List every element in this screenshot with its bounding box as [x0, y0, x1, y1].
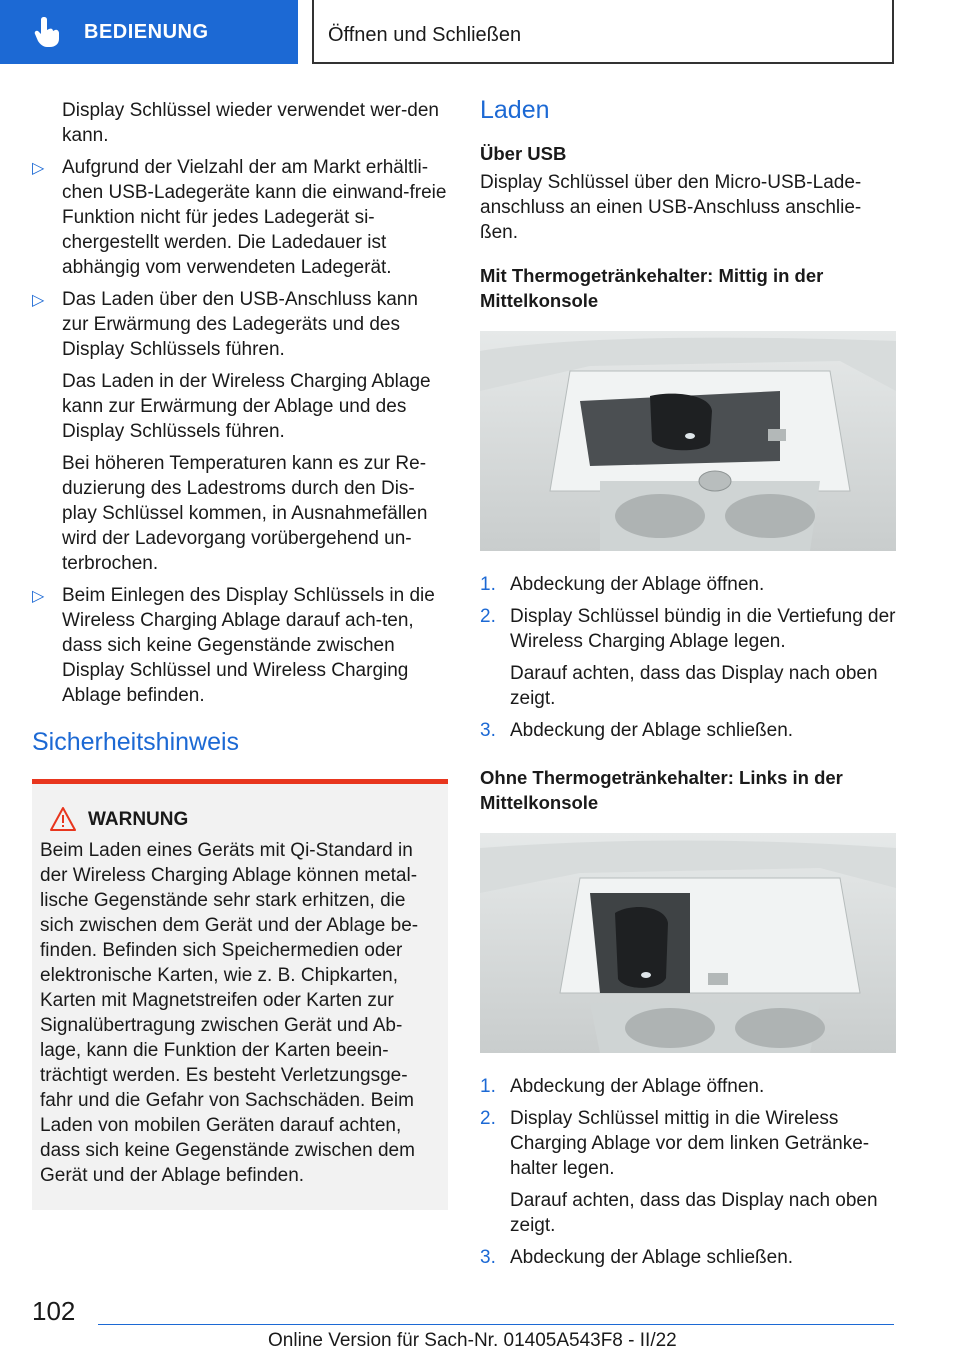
list-item [480, 604, 896, 654]
bullet-text: Beim Einlegen des Display Schlüssels in die Wireless Charging Ablage darauf ach-ten, dass sich keine Gegenstände zwischen Display Schlüssel und Wireless Charging Ablage befinden. [62, 585, 435, 706]
list-item [480, 1106, 896, 1181]
list-item [32, 287, 448, 362]
list-item [480, 718, 896, 743]
steps-list-a [480, 572, 896, 743]
sub-paragraph: Das Laden in der Wireless Charging Ablage kann zur Erwärmung der Ablage und des Display Schlüssels führen. [62, 371, 431, 442]
footer-rule [98, 1324, 894, 1325]
list-item [480, 1074, 896, 1099]
triangle-bullet-icon: ▷ [32, 160, 45, 177]
left-column [32, 98, 448, 1210]
console-photo-left [480, 833, 896, 1053]
step-text: Abdeckung der Ablage schließen. [510, 720, 794, 741]
warning-triangle-icon [50, 806, 76, 832]
list-item [32, 583, 448, 708]
steps-list-b [480, 1074, 896, 1270]
step-text: Display Schlüssel mittig in die Wireless Charging Ablage vor dem linken Getränke-halter legen. [510, 1108, 870, 1179]
step-note: Darauf achten, dass das Display nach oben zeigt. [510, 1190, 878, 1236]
step-number: 3. [480, 1247, 496, 1268]
sub-paragraph: Bei höheren Temperaturen kann es zur Re-duzierung des Ladestroms durch den Dis-play Schlüssel kommen, in Ausnahmefällen wird der Ladevorgang vorübergehend un-terbrochen. [62, 453, 428, 574]
step-number: 3. [480, 720, 496, 741]
subheading: Ohne Thermogetränkehalter: Links in der Mittelkonsole [480, 767, 843, 813]
right-column [480, 98, 896, 1270]
footer-text: Online Version für Sach-Nr. 01405A543F8 - II/22 [268, 1330, 677, 1351]
warning-text: Beim Laden eines Geräts mit Qi-Standard in der Wireless Charging Ablage können metal-lische Gegenstände sehr stark erhitzen, die sich zwischen dem Gerät und der Ablage be-finden. Befinden sich Speichermedien oder elektronische Karten, wie z. B. Chipkarten, Karten mit Magnetstreifen oder Karten zur Signalübertragung zwischen Gerät und Ab-lage, kann die Funktion der Karten beein-trächtigt werden. Es besteht Verletzungsge-fahr und die Gefahr von Sachschäden. Beim Laden von mobilen Geräten darauf achten, dass sich keine Gegenstände zwischen dem Gerät und der Ablage befinden. [40, 840, 419, 1186]
step-number: 2. [480, 1108, 496, 1129]
step-text: Abdeckung der Ablage schließen. [510, 1247, 794, 1268]
usb-text: Display Schlüssel über den Micro-USB-Lade-anschluss an einen USB-Anschluss anschlie-ßen. [480, 172, 862, 243]
step-text: Display Schlüssel bündig in die Vertiefung der Wireless Charging Ablage legen. [510, 606, 896, 652]
step-number: 2. [480, 606, 496, 627]
intro-text: Display Schlüssel wieder verwendet wer-den kann. [62, 100, 440, 146]
step-number: 1. [480, 1076, 496, 1097]
step-text: Abdeckung der Ablage öffnen. [510, 574, 765, 595]
chapter-header [312, 0, 894, 64]
list-item [32, 155, 448, 280]
subheading: Über USB [480, 143, 567, 164]
section-label: BEDIENUNG [84, 20, 209, 43]
page-header [0, 0, 960, 66]
step-number: 1. [480, 574, 496, 595]
step-note: Darauf achten, dass das Display nach oben zeigt. [510, 663, 878, 709]
hand-pointer-icon [28, 12, 68, 52]
warning-box [32, 784, 448, 1210]
list-item [480, 1245, 896, 1270]
section-heading: Sicherheitshinweis [32, 728, 240, 756]
subheading: Mit Thermogetränkehalter: Mittig in der Mittelkonsole [480, 265, 824, 311]
bullet-text: Aufgrund der Vielzahl der am Markt erhältli-chen USB-Ladegeräte kann die einwand-freie Funktion nicht für jedes Ladegerät si-chergestellt werden. Die Ladedauer ist abhängig vom verwendeten Ladegerät. [62, 157, 447, 278]
step-text: Abdeckung der Ablage öffnen. [510, 1076, 765, 1097]
chapter-title: Öffnen und Schließen [328, 24, 522, 46]
console-photo-center [480, 331, 896, 551]
section-tab [0, 0, 298, 64]
warning-title: WARNUNG [88, 808, 189, 830]
triangle-bullet-icon: ▷ [32, 588, 45, 605]
list-item [480, 572, 896, 597]
triangle-bullet-icon: ▷ [32, 292, 45, 309]
section-heading: Laden [480, 96, 550, 124]
bullet-text: Das Laden über den USB-Anschluss kann zur Erwärmung des Ladegeräts und des Display Schlüssels führen. [62, 289, 418, 360]
warning-header [40, 806, 436, 832]
page-number: 102 [32, 1296, 76, 1326]
